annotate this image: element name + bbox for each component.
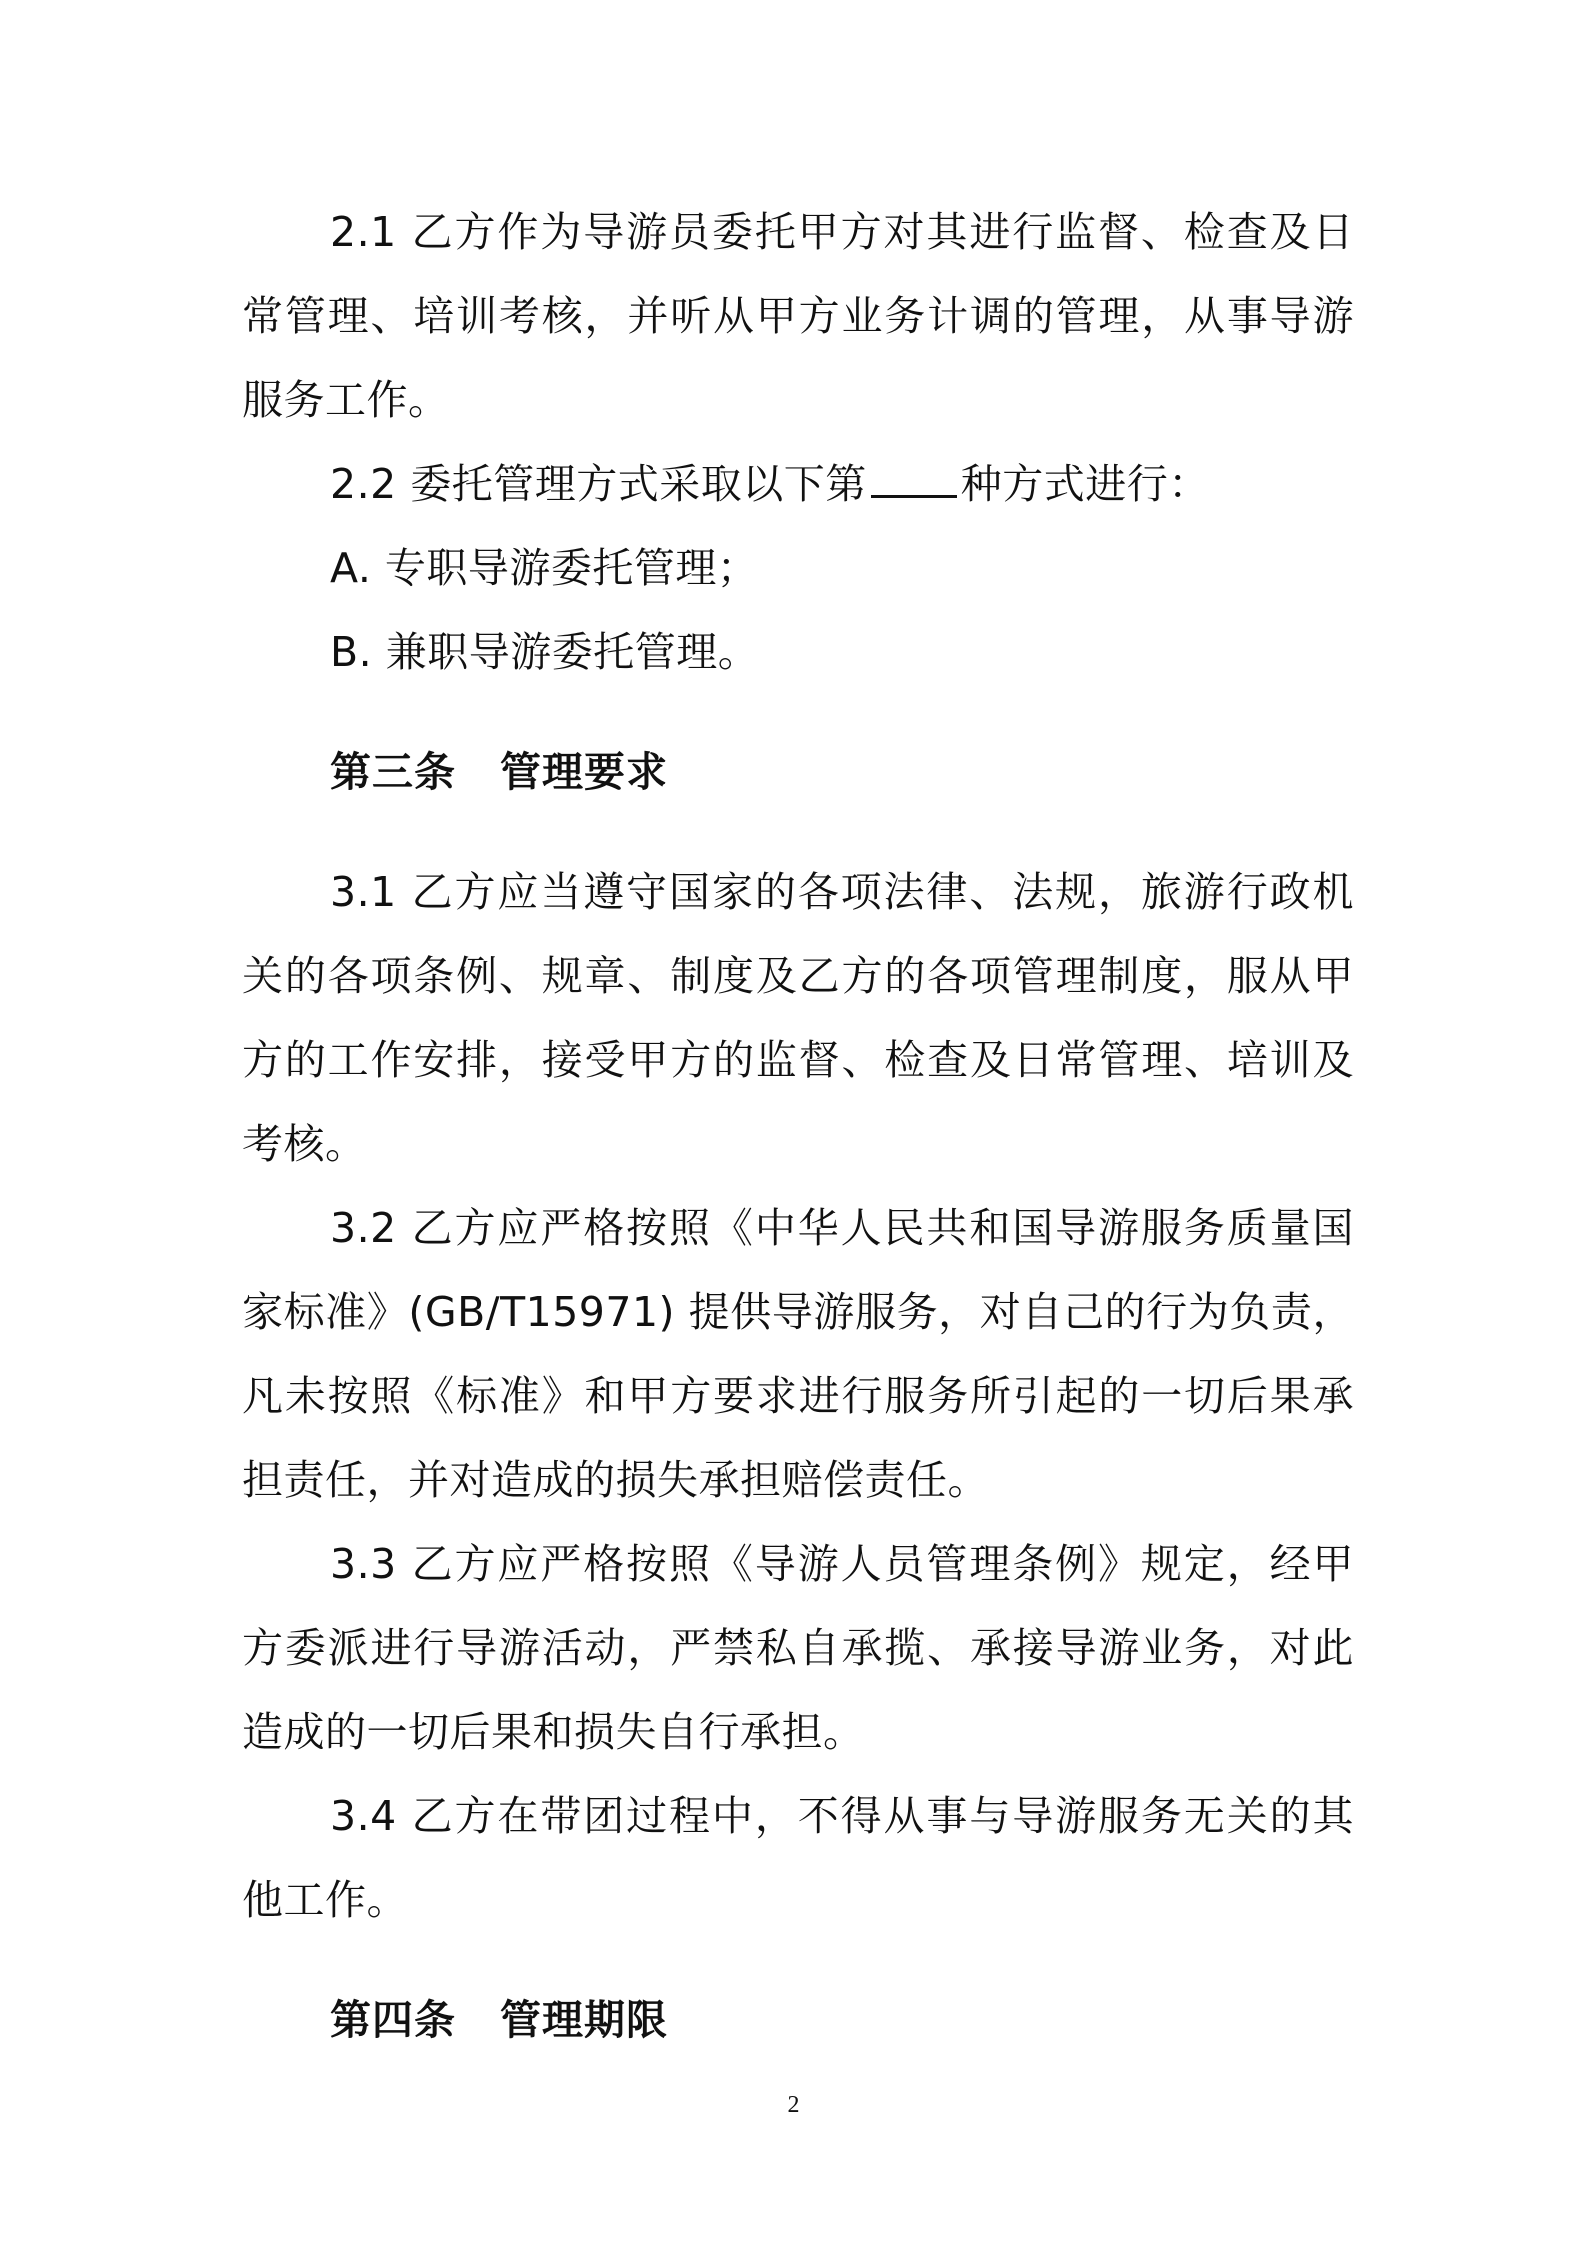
article-3-heading xyxy=(242,730,1354,814)
clause-2-1: 2.1 乙方作为导游员委托甲方对其进行监督、检查及日常管理、培训考核，并听从甲方业务计调的管理，从事导游服务工作。 xyxy=(242,208,1354,424)
clause-2-2-text-after: 种方式进行： xyxy=(960,460,1210,508)
clause-3-2: 3.2 乙方应严格按照《中华人民共和国导游服务质量国家标准》(GB/T15971) 提供导游服务，对自己的行为负责，凡未按照《标准》和甲方要求进行服务所引起的一切后果承担责任，并对造成的损失承担赔偿责任。 xyxy=(242,1204,1354,1504)
article-4-number: 第四条 xyxy=(330,1996,456,2044)
document-body xyxy=(242,190,1354,2062)
fill-in-blank xyxy=(871,459,957,498)
article-4-heading xyxy=(242,1978,1354,2062)
option-b: B. 兼职导游委托管理。 xyxy=(330,628,760,676)
article-3-number: 第三条 xyxy=(330,748,456,796)
clause-3-4: 3.4 乙方在带团过程中，不得从事与导游服务无关的其他工作。 xyxy=(242,1792,1354,1924)
clause-3-1: 3.1 乙方应当遵守国家的各项法律、法规，旅游行政机关的各项条例、规章、制度及乙方的各项管理制度，服从甲方的工作安排，接受甲方的监督、检查及日常管理、培训及考核。 xyxy=(242,868,1354,1168)
page-number: 2 xyxy=(787,2092,800,2118)
article-3-title: 管理要求 xyxy=(500,748,668,796)
clause-3-3: 3.3 乙方应严格按照《导游人员管理条例》规定，经甲方委派进行导游活动，严禁私自承揽、承接导游业务，对此造成的一切后果和损失自行承担。 xyxy=(242,1540,1354,1756)
option-a: A. 专职导游委托管理； xyxy=(330,544,759,592)
article-4-title: 管理期限 xyxy=(500,1996,668,2044)
clause-2-2 xyxy=(242,442,1354,526)
clause-2-2-text-before: 2.2 委托管理方式采取以下第 xyxy=(330,460,867,508)
